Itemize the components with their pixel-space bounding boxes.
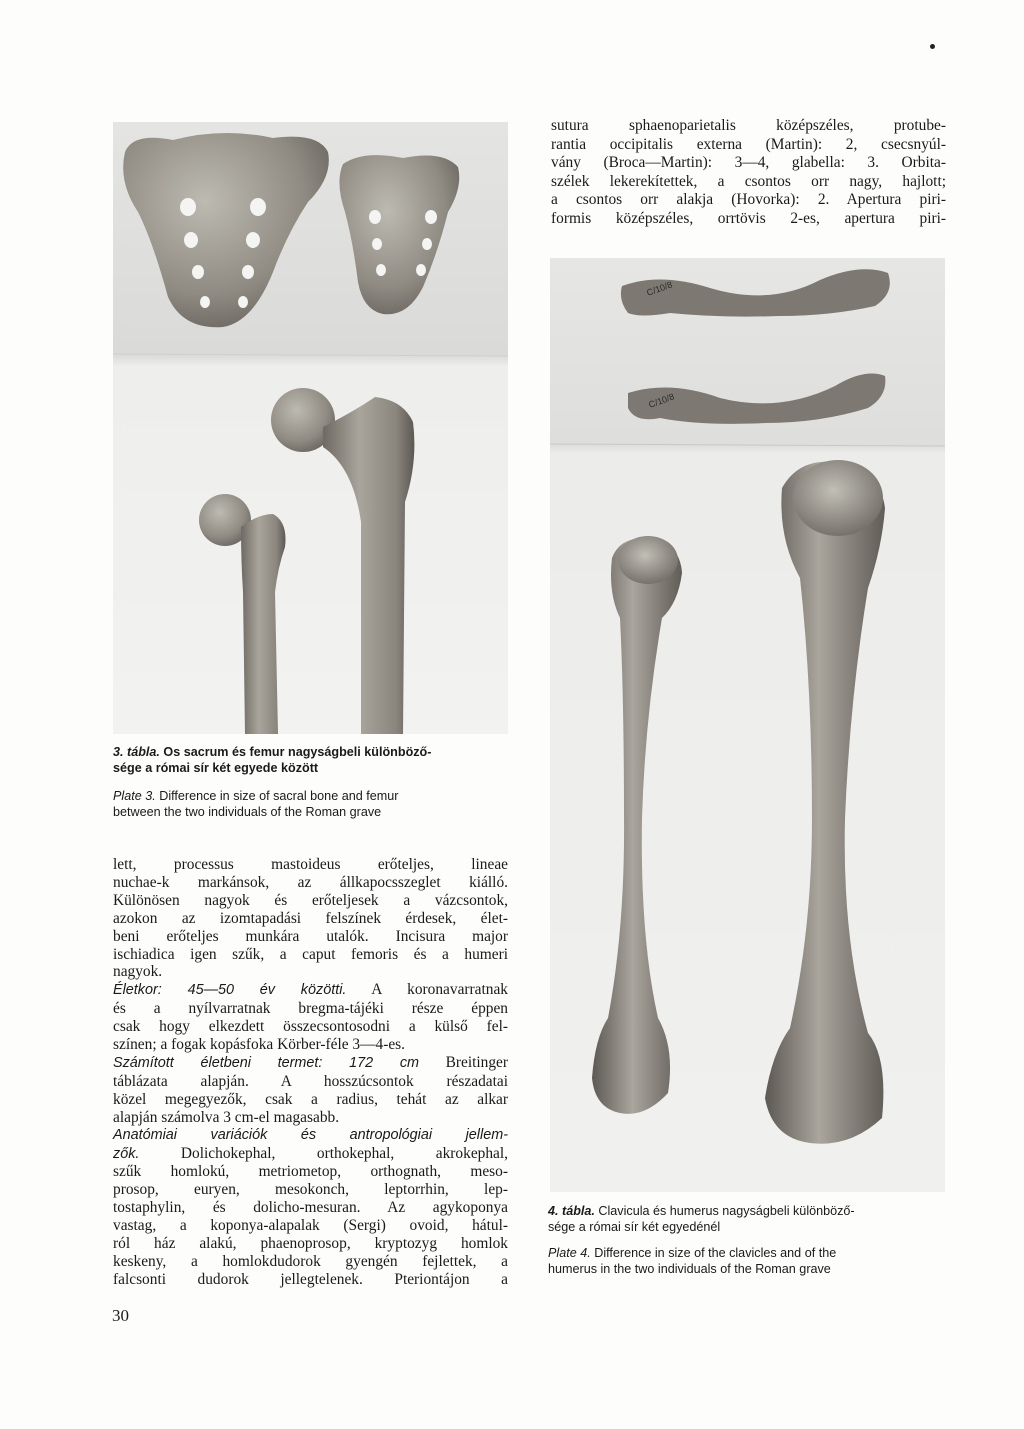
plate3-en-text: Difference in size of sacral bone and femur [159, 789, 399, 803]
variations-label-end: zők. [113, 1145, 140, 1162]
plate3-hu-text2: sége a római sír két egyede között [113, 761, 319, 775]
text-line: falcsonti dudorok jellegtelenek. Pteriontájon a [113, 1270, 508, 1288]
plate4-caption-hu [548, 1203, 946, 1235]
sacrum-femur-photo [113, 122, 508, 734]
plate3-hu-text: Os sacrum és femur nagyságbeli különböző- [163, 745, 432, 759]
text-line: keskeny, a homlokdudorok gyengén fejlettek, a [113, 1252, 508, 1270]
text-line: sutura sphaenoparietalis középszéles, protube- [551, 117, 946, 134]
plate3-en-label: Plate 3. [113, 789, 156, 803]
height-label: Számított életbeni termet: 172 cm [113, 1054, 420, 1071]
text-line: ischiadica igen szűk, a caput femoris és a humeri [113, 945, 508, 963]
text-line: rantia occipitalis externa (Martin): 2, csecsnyúl- [551, 135, 946, 153]
text-line: szűk homlokú, metriometop, orthognath, meso- [113, 1163, 508, 1181]
text-line: lett, processus mastoideus erőteljes, lineae [113, 856, 508, 873]
plate3-caption-en [113, 788, 511, 820]
variations-text: Dolichokephal, orthokephal, akrokephal, [139, 1144, 508, 1162]
text-line: és a nyílvarratnak bregma-tájéki része éppen [113, 1000, 508, 1018]
text-line: alapján számolva 3 cm-el magasabb. [113, 1108, 340, 1126]
age-label: Életkor: 45—50 év közötti. [113, 982, 347, 999]
right-top-paragraph [551, 117, 946, 229]
text-line: beni erőteljes munkára utalók. Incisura major [113, 927, 508, 945]
plate3-hu-label: 3. tábla. [113, 745, 160, 759]
plate4-caption-en [548, 1245, 946, 1277]
plate4-en-label: Plate 4. [548, 1246, 591, 1260]
plate4-hu-label: 4. tábla. [548, 1204, 595, 1218]
plate4-hu-text: Clavicula és humerus nagyságbeli különböző- [598, 1204, 855, 1218]
text-line: a csontos orr alakja (Hovorka): 2. Apertura piri- [551, 191, 946, 209]
variations-label: Anatómiai variációk és antropológiai jellem- [113, 1126, 508, 1143]
plate4-caption [548, 1203, 946, 1277]
text-line: Különösen nagyok és erőteljesek a vázcsontok, [113, 891, 508, 909]
text-line: ról ház alakú, phaenoprosop, kryptozyg homlok [113, 1235, 508, 1253]
plate4-hu-text2: sége a római sír két egyedénél [548, 1220, 721, 1234]
text-line: nagyok. [113, 963, 163, 981]
text-line: formis középszéles, orrtövis 2-es, apertura piri- [551, 209, 946, 227]
plate4-en-text: Difference in size of the clavicles and of the [594, 1246, 837, 1260]
plate3-photo [113, 122, 508, 734]
text-line: színen; a fogak kopásfoka Körber-féle 3—4-es. [113, 1036, 406, 1054]
text-line: szélek lekerekítettek, a csontos orr nagy, hajlott; [551, 172, 946, 190]
text-line [113, 1054, 508, 1073]
clavicle-lower-label: C/10/8 [647, 391, 676, 410]
age-text: A koronavarratnak [346, 981, 508, 999]
text-line: vastag, a koponya-alapalak (Sergi) ovoid, hátul- [113, 1217, 508, 1235]
text-line [113, 1145, 508, 1164]
plate4-en-text2: humerus in the two individuals of the Roman grave [548, 1262, 831, 1276]
stray-mark [930, 44, 935, 49]
plate3-caption [113, 744, 511, 820]
page-number: 30 [112, 1306, 129, 1325]
text-line: prosop, euryen, mesokonch, leptorrhin, lep- [113, 1181, 508, 1199]
text-line: azokon az izomtapadási felszínek érdesek, élet- [113, 909, 508, 927]
text-line: tostaphylin, és dolicho-mesuran. Az agykoponya [113, 1199, 508, 1217]
plate3-en-text2: between the two individuals of the Roman grave [113, 805, 382, 819]
plate4-photo [550, 258, 945, 1192]
left-body-text [113, 856, 508, 1289]
text-line: táblázata alapján. A hosszúcsontok részadatai [113, 1072, 508, 1090]
height-text: Breitinger [419, 1053, 508, 1071]
clavicle-upper-label: C/10/8 [645, 279, 674, 298]
text-line: csak hogy elkezdett összecsontosodni a külső fel- [113, 1018, 508, 1036]
text-line: közel megegyezők, csak a radius, tehát az alkar [113, 1090, 508, 1108]
text-line: nuchae-k markánsok, az állkapocsszeglet kiálló. [113, 873, 508, 891]
text-line: vány (Broca—Martin): 3—4, glabella: 3. Orbita- [551, 154, 946, 172]
text-line [113, 981, 508, 1000]
clavicle-humerus-photo [550, 258, 945, 1192]
plate3-caption-hu [113, 744, 511, 776]
